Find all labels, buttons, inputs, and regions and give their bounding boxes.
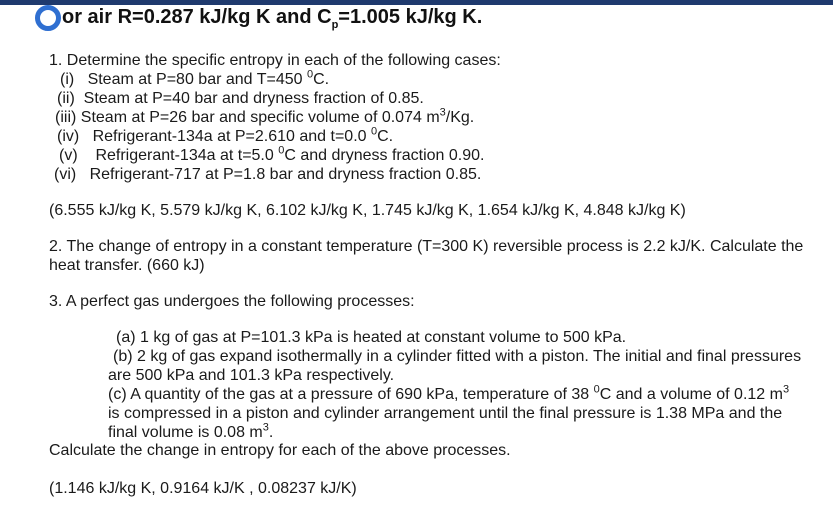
item-number: (i) [60,71,75,88]
item-text-end: C. [313,71,330,88]
q1-answer: (6.555 kJ/kg K, 5.579 kJ/kg K, 6.102 kJ/kg K, 1.745 kJ/kg K, 1.654 kJ/kg K, 4.848 kJ/kg K) [49,202,686,219]
item-text: Refrigerant-717 at P=1.8 bar and dryness fraction 0.85. [89,166,482,183]
q3-part-c-line-1 [108,385,789,404]
item-text: Refrigerant-134a at P=2.610 and t=0.0 [92,128,371,145]
part-c-text-end: . [268,424,274,441]
item-number: (ii) [57,90,75,107]
part-c-text: final volume is 0.08 m [108,424,263,441]
heading-text: or air R=0.287 kJ/kg K and C [62,6,332,28]
q1-item-6 [54,165,481,184]
item-text: Steam at P=80 bar and T=450 [87,71,307,88]
item-text-end: /Kg. [445,109,475,126]
item-text: Steam at P=26 bar and specific volume of 0.074 m [80,109,440,126]
q3-part-b-line-2: are 500 kPa and 101.3 kPa respectively. [108,367,395,384]
item-text-end: C and dryness fraction 0.90. [284,147,485,164]
q1-item-3 [55,108,474,127]
part-c-text: (c) A quantity of the gas at a pressure of 690 kPa, temperature of 38 [108,386,594,403]
q1-title: 1. Determine the specific entropy in each of the following cases: [49,52,501,69]
part-c-sup: 0 [593,383,600,396]
page-heading [62,6,482,29]
title-bar-strip [0,0,833,5]
q3-calculate-line: Calculate the change in entropy for each of the above processes. [49,442,511,459]
heading-subscript: p [331,19,339,31]
item-sup: 0 [306,68,314,81]
item-text: Refrigerant-134a at t=5.0 [95,147,279,164]
item-sup: 0 [370,125,378,138]
circle-bullet-icon [35,5,61,31]
q3-part-c-line-3 [108,423,273,442]
q2-line-2: heat transfer. (660 kJ) [49,257,205,274]
q1-item-1 [60,70,329,89]
q1-item-4 [57,127,393,146]
q1-item-5 [59,146,484,165]
heading-text-end: =1.005 kJ/kg K. [338,6,483,28]
q3-title: 3. A perfect gas undergoes the following processes: [49,293,415,310]
item-sup: 3 [439,106,446,119]
q1-item-2 [57,89,424,108]
item-number: (v) [59,147,78,164]
item-sup: 0 [278,144,285,157]
item-text-end: C. [377,128,394,145]
item-number: (vi) [54,166,77,183]
item-number: (iii) [55,109,77,126]
q2-line-1: 2. The change of entropy in a constant temperature (T=300 K) reversible process is 2.2 kJ/K. Calculate the [49,238,804,255]
part-c-sup-2: 3 [782,383,790,396]
item-text: Steam at P=40 bar and dryness fraction of 0.85. [83,90,424,107]
q3-part-c-line-2: is compressed in a piston and cylinder arrangement until the final pressure is 1.38 MPa and the [108,405,783,422]
part-c-text-mid: C and a volume of 0.12 m [599,386,783,403]
q3-part-a: (a) 1 kg of gas at P=101.3 kPa is heated at constant volume to 500 kPa. [116,329,627,346]
part-c-sup: 3 [262,421,269,434]
item-number: (iv) [57,128,80,145]
q3-answer: (1.146 kJ/kg K, 0.9164 kJ/K , 0.08237 kJ/K) [49,480,357,497]
q3-part-b-line-1: (b) 2 kg of gas expand isothermally in a cylinder fitted with a piston. The initial and final pressures [113,348,802,365]
